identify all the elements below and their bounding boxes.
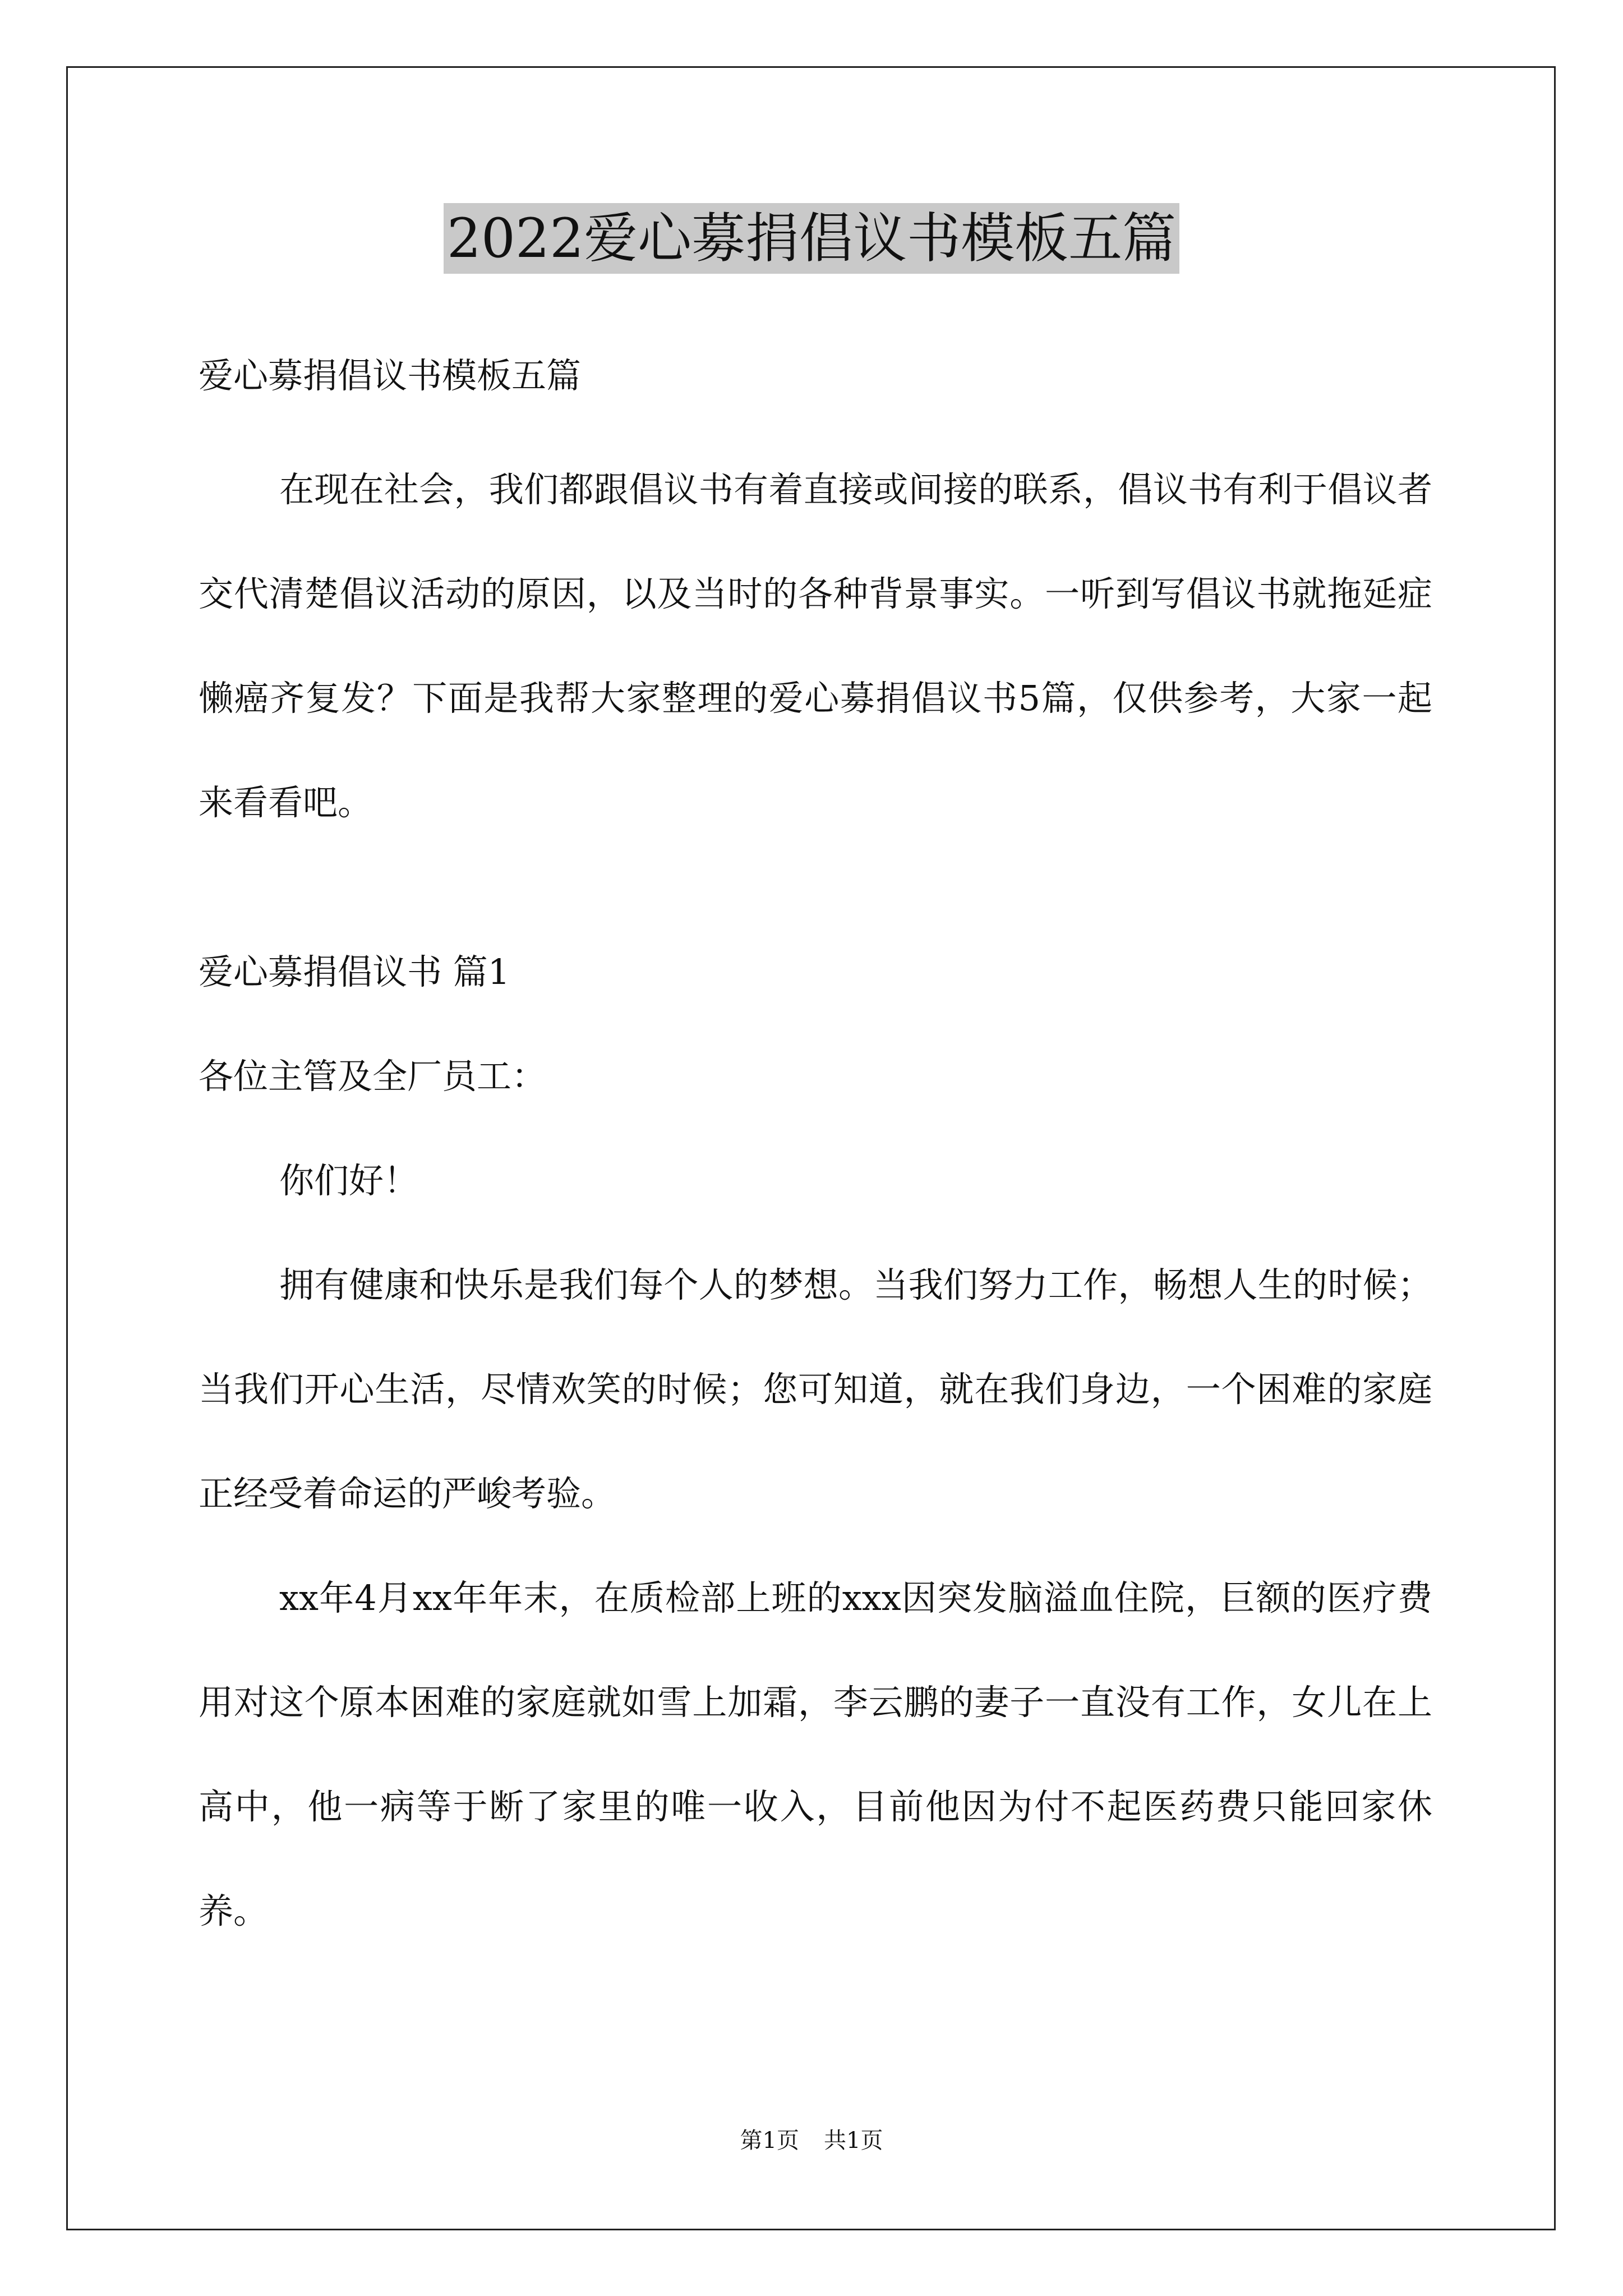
document-subtitle: 爱心募捐倡议书模板五篇	[199, 355, 582, 396]
body-paragraph: xx年4月xx年年末，在质检部上班的xxx因突发脑溢血住院，巨额的医疗费用对这个原本困难的家庭就如雪上加霜，李云鹏的妻子一直没有工作，女儿在上高中，他一病等于断了家里的唯一收入，目前他因为付不起医药费只能回家休养。	[199, 1577, 1432, 1931]
salutation: 各位主管及全厂员工：	[199, 1056, 547, 1097]
section-heading: 爱心募捐倡议书 篇1	[199, 951, 510, 992]
title-container	[0, 203, 1623, 274]
page-footer	[0, 2124, 1623, 2157]
document-title: 2022爱心募捐倡议书模板五篇	[444, 203, 1179, 274]
body-paragraph: 拥有健康和快乐是我们每个人的梦想。当我们努力工作，畅想人生的时候；当我们开心生活，尽情欢笑的时候；您可知道，就在我们身边，一个困难的家庭正经受着命运的严峻考验。	[199, 1264, 1432, 1514]
document-body	[199, 348, 1432, 1963]
greeting: 你们好！	[279, 1160, 419, 1201]
page-number: 第1页	[740, 2128, 799, 2154]
intro-paragraph: 在现在社会，我们都跟倡议书有着直接或间接的联系，倡议书有利于倡议者交代清楚倡议活动的原因，以及当时的各种背景事实。一听到写倡议书就拖延症懒癌齐复发？下面是我帮大家整理的爱心募捐倡议书5篇，仅供参考，大家一起来看看吧。	[199, 469, 1432, 823]
page-total: 共1页	[824, 2128, 883, 2154]
